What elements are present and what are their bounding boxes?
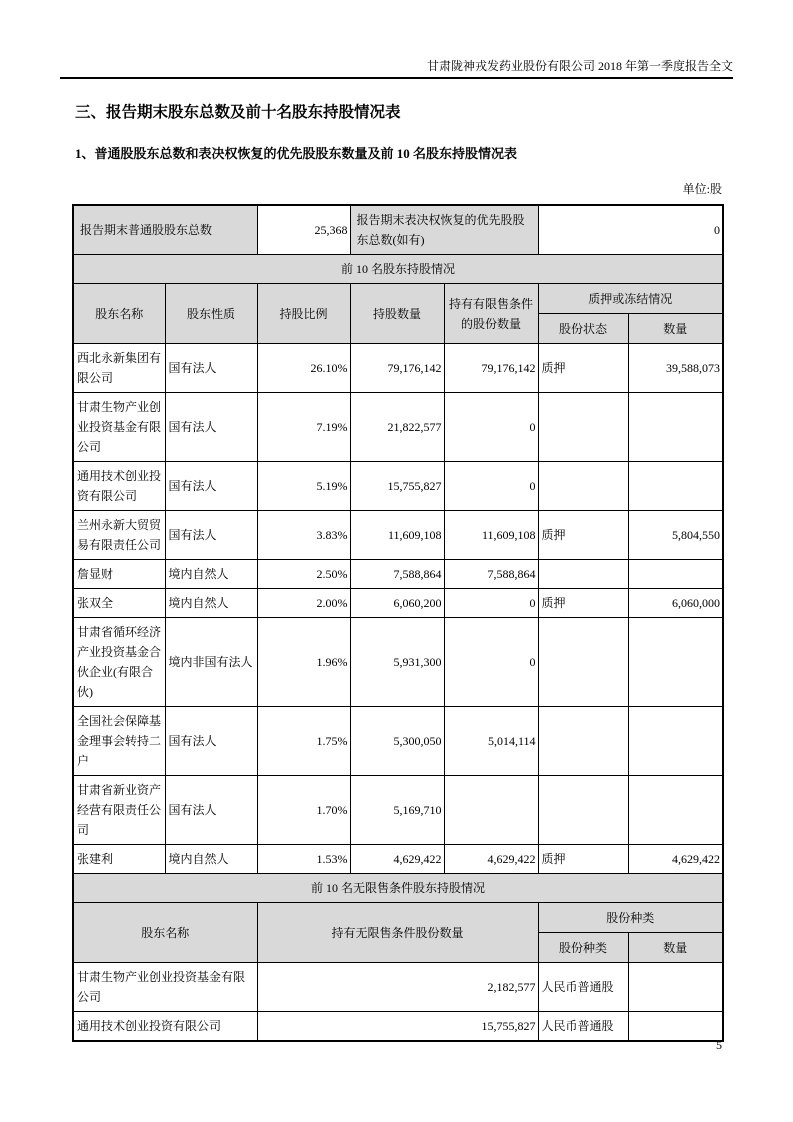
shareholder-row xyxy=(73,589,723,618)
unrestricted-shareholder-row xyxy=(73,963,723,1012)
shares-held-cell: 6,060,200 xyxy=(350,589,444,618)
table2-header-row xyxy=(73,903,723,933)
shareholder-nature-cell: 国有法人 xyxy=(165,776,257,845)
shares-held-cell: 15,755,827 xyxy=(350,462,444,511)
restricted-shares-cell xyxy=(444,776,538,845)
section-heading: 三、报告期末股东总数及前十名股东持股情况表 xyxy=(75,104,401,121)
pledge-amount-cell: 4,629,422 xyxy=(628,845,723,874)
share-amount-cell xyxy=(628,1012,723,1042)
pledge-amount-cell: 6,060,000 xyxy=(628,589,723,618)
shareholder-name-cell: 通用技术创业投资有限公司 xyxy=(73,462,165,511)
shareholder-row xyxy=(73,776,723,845)
restricted-shares-cell: 0 xyxy=(444,462,538,511)
shareholder-nature-cell: 境内非国有法人 xyxy=(165,618,257,707)
unrestricted-shareholder-row xyxy=(73,1012,723,1042)
preferred-shareholders-label: 报告期末表决权恢复的优先股股东总数(如有) xyxy=(350,205,538,255)
shares-held-cell: 21,822,577 xyxy=(350,393,444,462)
shares-held-cell: 7,588,864 xyxy=(350,560,444,589)
shareholder-nature-cell: 国有法人 xyxy=(165,707,257,776)
common-shareholders-label: 报告期末普通股股东总数 xyxy=(73,205,257,255)
shareholding-table xyxy=(72,204,724,1042)
shareholder-row xyxy=(73,393,723,462)
shareholder-name-cell: 全国社会保障基金理事会转持二户 xyxy=(73,707,165,776)
shareholder-name-cell: 甘肃省循环经济产业投资基金合伙企业(有限合伙) xyxy=(73,618,165,707)
pledge-status-cell xyxy=(538,707,628,776)
common-shareholders-value: 25,368 xyxy=(257,205,350,255)
restricted-shares-cell: 79,176,142 xyxy=(444,344,538,393)
header-restricted-shares: 持有有限售条件的股份数量 xyxy=(444,284,538,344)
header-shareholder-nature: 股东性质 xyxy=(165,284,257,344)
unrestricted-section-header xyxy=(73,874,723,963)
header2-share-type: 股份种类 xyxy=(538,933,628,963)
header-pledge-status: 股份状态 xyxy=(538,314,628,344)
shares-held-cell: 5,169,710 xyxy=(350,776,444,845)
pledge-amount-cell xyxy=(628,776,723,845)
shareholding-ratio-cell: 3.83% xyxy=(257,511,350,560)
summary-row xyxy=(73,205,723,255)
restricted-shares-cell: 0 xyxy=(444,618,538,707)
shareholder-name-cell: 兰州永新大贸贸易有限责任公司 xyxy=(73,511,165,560)
section-subheading: 1、普通股股东总数和表决权恢复的优先股股东数量及前 10 名股东持股情况表 xyxy=(75,146,518,161)
shareholder-row xyxy=(73,707,723,776)
shareholder-nature-cell: 境内自然人 xyxy=(165,589,257,618)
header2-shareholder-name: 股东名称 xyxy=(73,903,257,963)
shareholder-nature-cell: 境内自然人 xyxy=(165,845,257,874)
page-number: 5 xyxy=(716,1038,722,1052)
share-amount-cell xyxy=(628,963,723,1012)
shares-held-cell: 5,931,300 xyxy=(350,618,444,707)
pledge-amount-cell: 5,804,550 xyxy=(628,511,723,560)
shareholder-name-cell: 甘肃生物产业创业投资基金有限公司 xyxy=(73,393,165,462)
shareholding-ratio-cell: 1.96% xyxy=(257,618,350,707)
pledge-amount-cell xyxy=(628,707,723,776)
pledge-status-cell xyxy=(538,462,628,511)
shareholder-row xyxy=(73,511,723,560)
unrestricted-banner-row xyxy=(73,874,723,903)
shareholder-row xyxy=(73,462,723,511)
unit-label: 单位:股 xyxy=(682,182,722,196)
header2-share-type-group: 股份种类 xyxy=(538,903,723,933)
pledge-status-cell: 质押 xyxy=(538,511,628,560)
top10-shareholders-body xyxy=(73,344,723,874)
pledge-amount-cell xyxy=(628,618,723,707)
document-header xyxy=(60,0,733,79)
pledge-amount-cell: 39,588,073 xyxy=(628,344,723,393)
pledge-status-cell: 质押 xyxy=(538,589,628,618)
restricted-shares-cell: 0 xyxy=(444,589,538,618)
restricted-shares-cell: 4,629,422 xyxy=(444,845,538,874)
shareholding-ratio-cell: 26.10% xyxy=(257,344,350,393)
shareholder-name-cell: 詹显财 xyxy=(73,560,165,589)
shareholder-row xyxy=(73,618,723,707)
shareholding-ratio-cell: 2.00% xyxy=(257,589,350,618)
document-header-text: 甘肃陇神戎发药业股份有限公司 2018 年第一季度报告全文 xyxy=(426,59,733,73)
shareholding-ratio-cell: 1.70% xyxy=(257,776,350,845)
preferred-shareholders-value: 0 xyxy=(538,205,723,255)
pledge-amount-cell xyxy=(628,560,723,589)
share-type-cell: 人民币普通股 xyxy=(538,1012,628,1042)
pledge-status-cell xyxy=(538,560,628,589)
header-pledge-amount: 数量 xyxy=(628,314,723,344)
shareholder-name-cell: 甘肃省新业资产经营有限责任公司 xyxy=(73,776,165,845)
shareholder-row xyxy=(73,344,723,393)
restricted-shares-cell: 11,609,108 xyxy=(444,511,538,560)
header-shareholding-ratio: 持股比例 xyxy=(257,284,350,344)
shareholder-nature-cell: 境内自然人 xyxy=(165,560,257,589)
shareholder-nature-cell: 国有法人 xyxy=(165,511,257,560)
shareholder-nature-cell: 国有法人 xyxy=(165,344,257,393)
pledge-status-cell xyxy=(538,393,628,462)
header-shareholder-name: 股东名称 xyxy=(73,284,165,344)
table1-header-row xyxy=(73,284,723,314)
share-type-cell: 人民币普通股 xyxy=(538,963,628,1012)
header-pledge-group: 质押或冻结情况 xyxy=(538,284,723,314)
restricted-shares-cell: 5,014,114 xyxy=(444,707,538,776)
pledge-amount-cell xyxy=(628,393,723,462)
shares-held-cell: 5,300,050 xyxy=(350,707,444,776)
shares-held-cell: 4,629,422 xyxy=(350,845,444,874)
top10-banner-row xyxy=(73,255,723,284)
top10-banner: 前 10 名股东持股情况 xyxy=(73,255,723,284)
header2-share-amount: 数量 xyxy=(628,933,723,963)
shareholder-name-cell: 西北永新集团有限公司 xyxy=(73,344,165,393)
pledge-status-cell xyxy=(538,618,628,707)
header2-unrestricted-shares: 持有无限售条件股份数量 xyxy=(257,903,538,963)
shares-held-cell: 79,176,142 xyxy=(350,344,444,393)
pledge-status-cell: 质押 xyxy=(538,845,628,874)
unrestricted-shareholders-body xyxy=(73,963,723,1042)
shareholder-name-cell: 张建利 xyxy=(73,845,165,874)
shareholder-name-cell: 甘肃生物产业创业投资基金有限公司 xyxy=(73,963,257,1012)
shareholder-name-cell: 张双全 xyxy=(73,589,165,618)
shareholder-nature-cell: 国有法人 xyxy=(165,462,257,511)
shareholder-row xyxy=(73,845,723,874)
pledge-amount-cell xyxy=(628,462,723,511)
pledge-status-cell xyxy=(538,776,628,845)
shareholder-name-cell: 通用技术创业投资有限公司 xyxy=(73,1012,257,1042)
shareholding-ratio-cell: 1.75% xyxy=(257,707,350,776)
shareholding-ratio-cell: 1.53% xyxy=(257,845,350,874)
shareholding-ratio-cell: 7.19% xyxy=(257,393,350,462)
header-shares-held: 持股数量 xyxy=(350,284,444,344)
shareholder-row xyxy=(73,560,723,589)
summary-section xyxy=(73,205,723,344)
shareholder-nature-cell: 国有法人 xyxy=(165,393,257,462)
restricted-shares-cell: 0 xyxy=(444,393,538,462)
pledge-status-cell: 质押 xyxy=(538,344,628,393)
shareholding-ratio-cell: 2.50% xyxy=(257,560,350,589)
restricted-shares-cell: 7,588,864 xyxy=(444,560,538,589)
shareholding-ratio-cell: 5.19% xyxy=(257,462,350,511)
shares-held-cell: 11,609,108 xyxy=(350,511,444,560)
unrestricted-shares-cell: 2,182,577 xyxy=(257,963,538,1012)
unrestricted-shares-cell: 15,755,827 xyxy=(257,1012,538,1042)
unrestricted-banner: 前 10 名无限售条件股东持股情况 xyxy=(73,874,723,903)
